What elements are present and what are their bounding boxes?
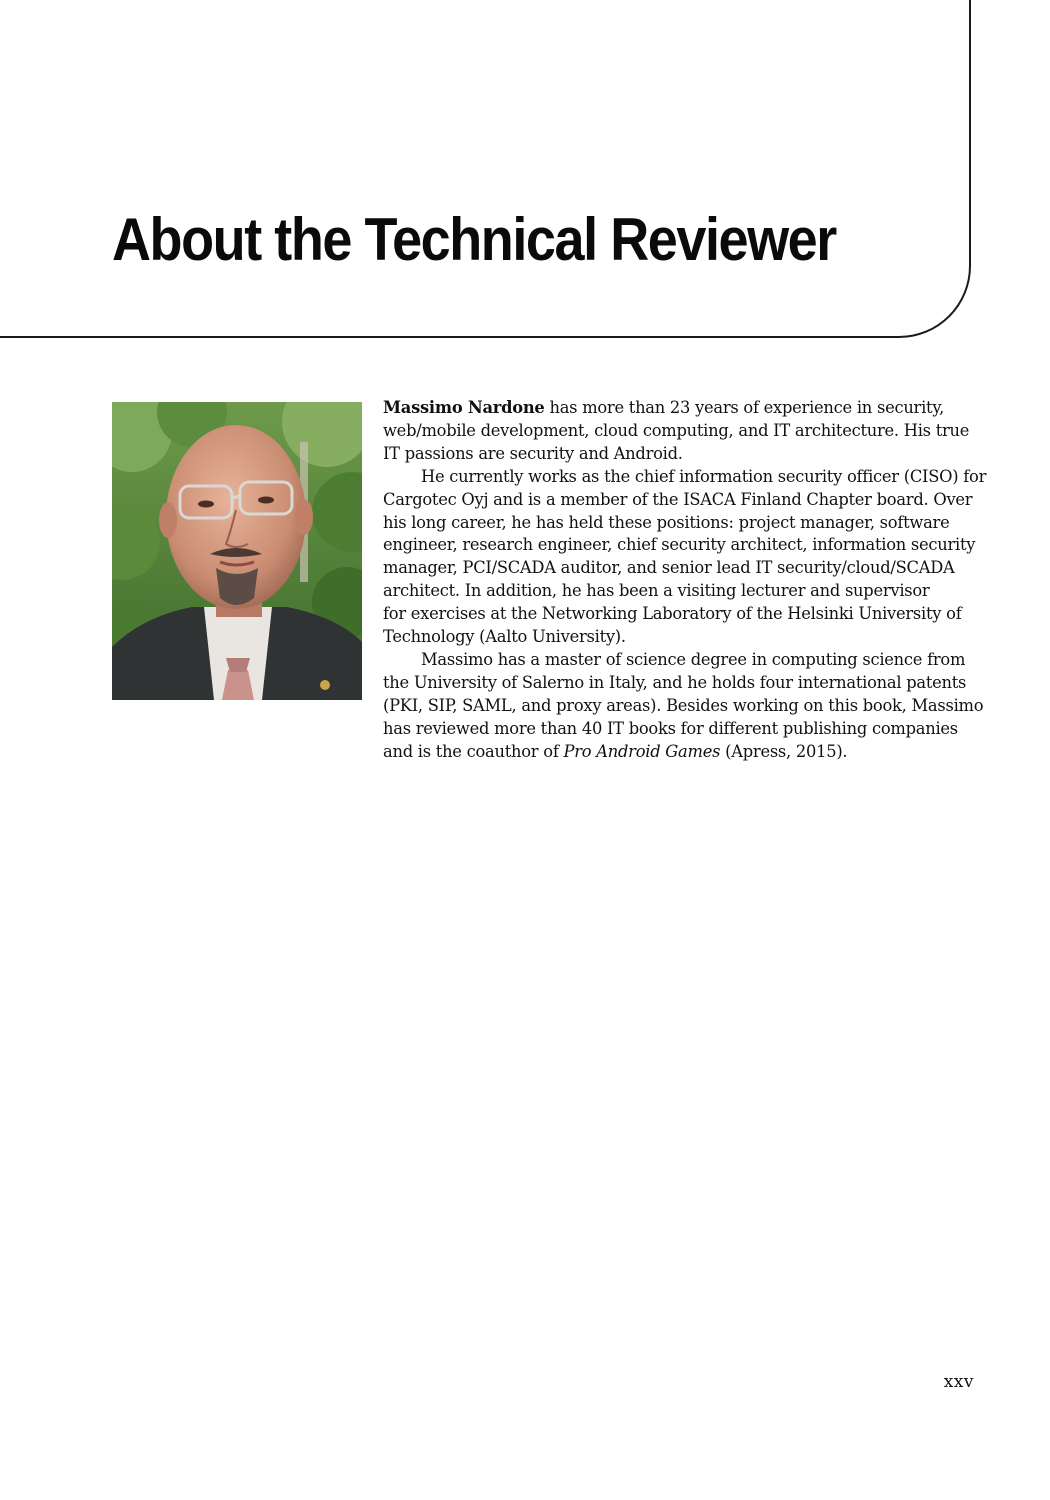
book-title: Pro Android Games — [563, 741, 721, 761]
bio-line: He currently works as the chief information security officer (CISO) for — [421, 466, 987, 486]
bio-paragraph-2 — [383, 466, 987, 649]
reviewer-name: Massimo Nardone — [383, 398, 545, 417]
bio-line: the University of Salerno in Italy, and he holds four international patents — [383, 672, 967, 692]
chapter-header-frame — [0, 0, 971, 338]
bio-line: has reviewed more than 40 IT books for different publishing companies — [383, 718, 958, 738]
bio-line: web/mobile development, cloud computing, and IT architecture. His true — [383, 420, 970, 440]
bio-line — [383, 741, 981, 764]
page-number: xxv — [943, 1372, 974, 1392]
reviewer-portrait — [112, 402, 362, 700]
bio-line: his long career, he has held these positions: project manager, software — [383, 512, 950, 532]
bio-line: Massimo has a master of science degree in computing science from — [421, 649, 966, 669]
reviewer-bio — [383, 397, 987, 764]
bio-text: and is the coauthor of — [383, 741, 564, 761]
bio-line: (PKI, SIP, SAML, and proxy areas). Besides working on this book, Massimo — [383, 695, 984, 715]
bio-text: has more than 23 years of experience in security, — [544, 398, 945, 417]
bio-line: manager, PCI/SCADA auditor, and senior lead IT security/cloud/SCADA — [383, 558, 955, 578]
bio-line: IT passions are security and Android. — [383, 443, 683, 463]
chapter-title: About the Technical Reviewer — [112, 206, 836, 273]
bio-line: engineer, research engineer, chief security architect, information security — [383, 535, 976, 555]
bio-line: Technology (Aalto University). — [383, 627, 626, 647]
bio-paragraph-1 — [383, 397, 981, 466]
portrait-illustration — [112, 402, 362, 700]
bio-line: Cargotec Oyj and is a member of the ISACA Finland Chapter board. Over — [383, 489, 973, 509]
bio-line: architect. In addition, he has been a visiting lecturer and supervisor — [383, 581, 930, 601]
bio-line: for exercises at the Networking Laboratory of the Helsinki University of — [383, 604, 962, 624]
bio-text: (Apress, 2015). — [720, 741, 848, 761]
bio-line — [383, 397, 981, 420]
bio-paragraph-3 — [383, 649, 984, 764]
